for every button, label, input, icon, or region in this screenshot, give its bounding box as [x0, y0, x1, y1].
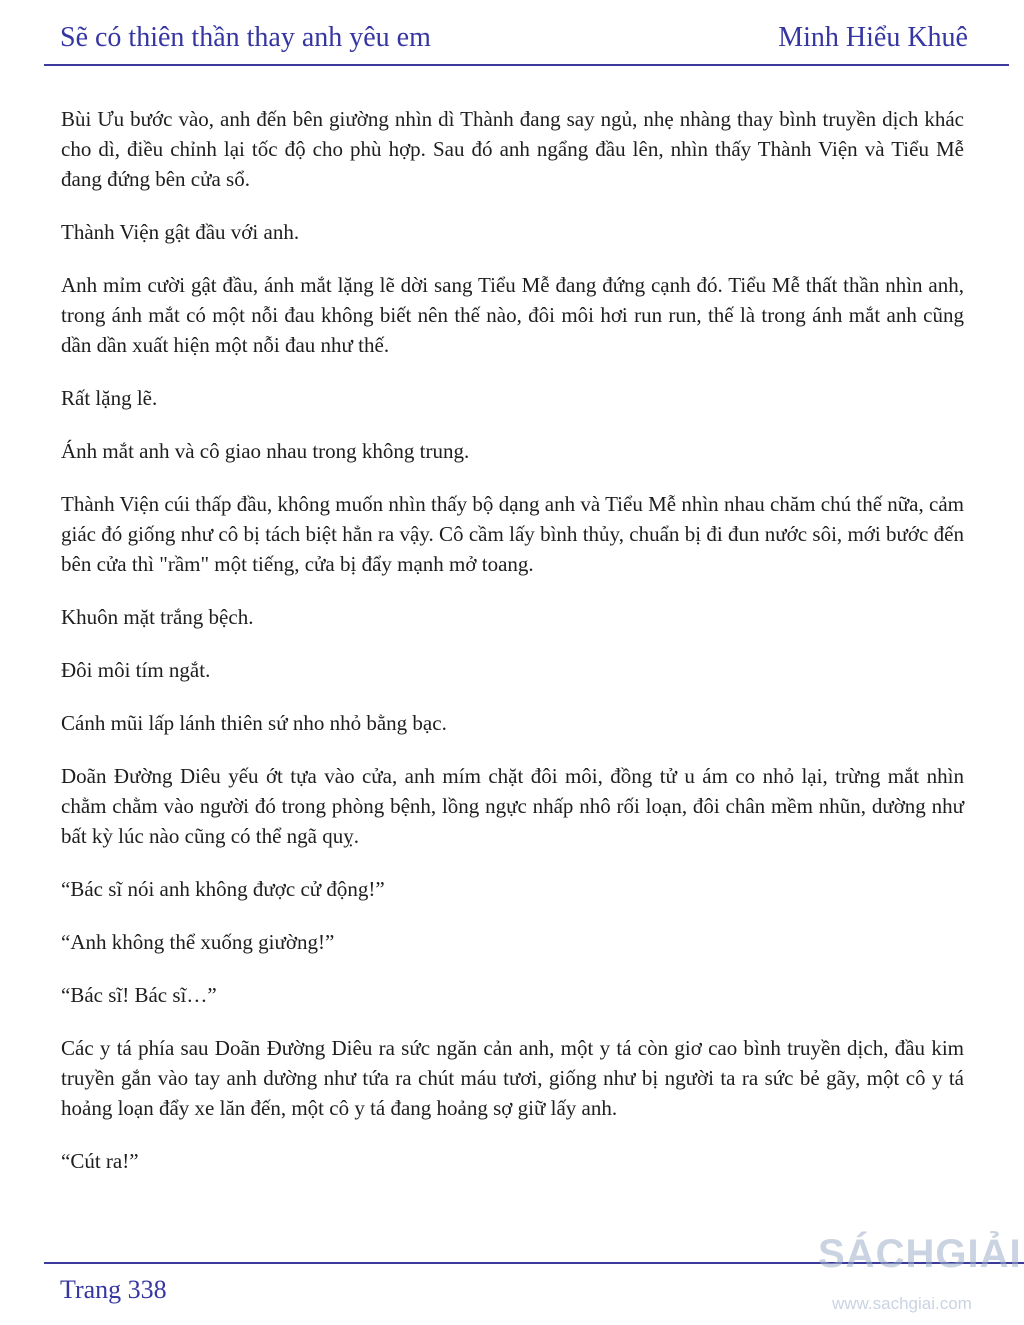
dialogue-line: “Anh không thể xuống giường!”: [61, 930, 335, 954]
paragraph: Anh mỉm cười gật đầu, ánh mắt lặng lẽ dời sang Tiểu Mễ đang đứng cạnh đó. Tiểu Mễ thất thần nhìn anh, trong ánh mắt có một nỗi đau không biết nên thế nào, đôi môi hơi run run, thế là trong ánh mắt anh cũng dần dần xuất hiện một nỗi đau như thế.: [61, 273, 964, 357]
book-title: Sẽ có thiên thần thay anh yêu em: [60, 22, 431, 53]
watermark-logo: [818, 1232, 1024, 1318]
header-divider: [44, 64, 1009, 66]
watermark-logo-text: SÁCHGIẢI: [818, 1232, 1022, 1276]
paragraph: Các y tá phía sau Doãn Đường Diêu ra sức ngăn cản anh, một y tá còn giơ cao bình truyền dịch, đầu kim truyền gắn vào tay anh dường như tứa ra chút máu tươi, giống như bị người ta ra sức bẻ gãy, một cô y tá hoảng loạn đẩy xe lăn đến, một cô y tá đang hoảng sợ giữ lấy anh.: [61, 1036, 964, 1120]
paragraph: Bùi Ưu bước vào, anh đến bên giường nhìn dì Thành đang say ngủ, nhẹ nhàng thay bình truyền dịch khác cho dì, điều chỉnh lại tốc độ cho phù hợp. Sau đó anh ngẩng đầu lên, nhìn thấy Thành Viện và Tiểu Mễ đang đứng bên cửa sổ.: [61, 107, 964, 191]
paragraph: Đôi môi tím ngắt.: [61, 658, 211, 682]
paragraph: Ánh mắt anh và cô giao nhau trong không trung.: [61, 439, 470, 463]
dialogue-line: “Bác sĩ! Bác sĩ…”: [61, 983, 217, 1007]
dialogue-line: “Cút ra!”: [61, 1149, 139, 1173]
author-name: Minh Hiểu Khuê: [778, 22, 968, 53]
watermark-url: www.sachgiai.com: [832, 1294, 972, 1313]
paragraph: Doãn Đường Diêu yếu ớt tựa vào cửa, anh mím chặt đôi môi, đồng tử u ám co nhỏ lại, trừng mắt nhìn chằm chằm vào người đó trong phòng bệnh, lồng ngực nhấp nhô rối loạn, đôi chân mềm nhũn, dường như bất kỳ lúc nào cũng có thể ngã quỵ.: [61, 764, 964, 848]
page-number: Trang 338: [60, 1275, 167, 1304]
body-text: [61, 104, 964, 1199]
paragraph: Khuôn mặt trắng bệch.: [61, 605, 254, 629]
dialogue-line: “Bác sĩ nói anh không được cử động!”: [61, 877, 385, 901]
paragraph: Rất lặng lẽ.: [61, 386, 158, 410]
paragraph: Thành Viện gật đầu với anh.: [61, 220, 300, 244]
paragraph: Thành Viện cúi thấp đầu, không muốn nhìn thấy bộ dạng anh và Tiểu Mễ nhìn nhau chăm chú thế nữa, cảm giác đó giống như cô bị tách biệt hẳn ra vậy. Cô cầm lấy bình thủy, chuẩn bị đi đun nước sôi, mới bước đến bên cửa thì "rầm" một tiếng, cửa bị đẩy mạnh mở toang.: [61, 492, 964, 576]
paragraph: Cánh mũi lấp lánh thiên sứ nho nhỏ bằng bạc.: [61, 711, 447, 735]
